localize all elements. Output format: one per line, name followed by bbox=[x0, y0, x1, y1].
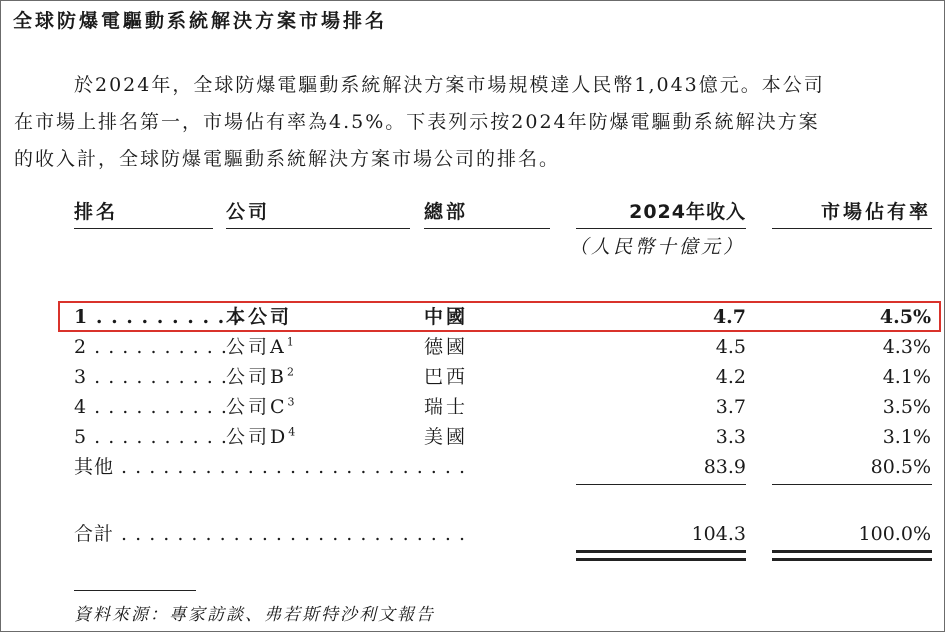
header-market-share: 市場佔有率 bbox=[820, 201, 931, 223]
rank-cell: 2 . . . . . . . . . . bbox=[74, 336, 228, 358]
total-label: 合計 . . . . . . . . . . . . . . . . . . . . . . . . . bbox=[74, 523, 466, 545]
company-cell: 公司$B^2$ bbox=[226, 365, 297, 388]
paragraph-line: 於2024年，全球防爆電驅動系統解決方案市場規模達人民幣1,043億元。本公司 bbox=[74, 74, 825, 96]
table-row-total bbox=[0, 519, 945, 549]
header-revenue: 2024年收入 bbox=[629, 201, 746, 223]
share-cell: 80.5% bbox=[870, 456, 931, 478]
total-double-rule bbox=[576, 550, 746, 561]
hq-cell: 巴西 bbox=[424, 366, 469, 388]
share-cell: 3.5% bbox=[882, 396, 931, 418]
intro-paragraph bbox=[14, 67, 934, 178]
header-rank: 排名 bbox=[74, 201, 119, 223]
share-cell: 4.1% bbox=[882, 366, 931, 388]
rank-cell: 5 . . . . . . . . . . bbox=[74, 426, 228, 448]
header-underline bbox=[772, 228, 932, 229]
revenue-cell: 4.7 bbox=[712, 306, 746, 328]
company-cell: 公司$D^4$ bbox=[226, 425, 299, 448]
footnote-marker: 1 bbox=[286, 335, 297, 349]
header-company: 公司 bbox=[226, 201, 271, 223]
revenue-cell: 3.7 bbox=[715, 396, 746, 418]
header-hq: 總部 bbox=[424, 201, 469, 223]
others-label: 其他 . . . . . . . . . . . . . . . . . . . . . . . . . bbox=[74, 456, 466, 478]
revenue-cell: 83.9 bbox=[703, 456, 746, 478]
header-underline bbox=[576, 228, 746, 229]
footnote-marker: 3 bbox=[287, 395, 298, 409]
hq-cell: 中國 bbox=[424, 306, 469, 328]
footnote-marker: 4 bbox=[288, 425, 299, 439]
table-row bbox=[0, 302, 945, 332]
paragraph-line: 的收入計，全球防爆電驅動系統解決方案市場公司的排名。 bbox=[14, 148, 561, 170]
rank-cell: 3 . . . . . . . . . . bbox=[74, 366, 228, 388]
share-cell: 3.1% bbox=[882, 426, 931, 448]
source-note: 資料來源：專家訪談、弗若斯特沙利文報告 bbox=[74, 605, 435, 625]
paragraph-line: 在市場上排名第一，市場佔有率為4.5%。下表列示按2024年防爆電驅動系統解決方案 bbox=[14, 111, 820, 133]
hq-cell: 瑞士 bbox=[424, 396, 469, 418]
total-double-rule bbox=[772, 550, 932, 561]
revenue-cell: 4.2 bbox=[715, 366, 746, 388]
table-row-others bbox=[0, 452, 945, 482]
revenue-unit: （人民幣十億元） bbox=[568, 236, 745, 258]
subtotal-rule bbox=[576, 484, 746, 485]
rank-cell: 4 . . . . . . . . . . bbox=[74, 396, 228, 418]
rank-cell: 1 . . . . . . . . . . bbox=[74, 306, 241, 328]
table-row bbox=[0, 422, 945, 452]
table-row bbox=[0, 392, 945, 422]
revenue-cell: 4.5 bbox=[715, 336, 746, 358]
company-cell: 公司$C^3$ bbox=[226, 395, 298, 418]
subtotal-rule bbox=[772, 484, 932, 485]
section-title: 全球防爆電驅動系統解決方案市場排名 bbox=[13, 10, 388, 32]
header-underline bbox=[74, 228, 213, 229]
table-row bbox=[0, 332, 945, 362]
header-underline bbox=[226, 228, 410, 229]
company-cell: 公司$A^1$ bbox=[226, 335, 297, 358]
share-cell: 4.5% bbox=[879, 306, 931, 328]
share-cell: 4.3% bbox=[882, 336, 931, 358]
company-cell: 本公司 bbox=[226, 306, 293, 328]
revenue-cell: 3.3 bbox=[715, 426, 746, 448]
share-cell: 100.0% bbox=[858, 523, 931, 545]
header-underline bbox=[424, 228, 550, 229]
hq-cell: 德國 bbox=[424, 336, 469, 358]
revenue-cell: 104.3 bbox=[691, 523, 746, 545]
hq-cell: 美國 bbox=[424, 426, 469, 448]
source-divider bbox=[74, 590, 196, 591]
table-row bbox=[0, 362, 945, 392]
footnote-marker: 2 bbox=[286, 365, 297, 379]
